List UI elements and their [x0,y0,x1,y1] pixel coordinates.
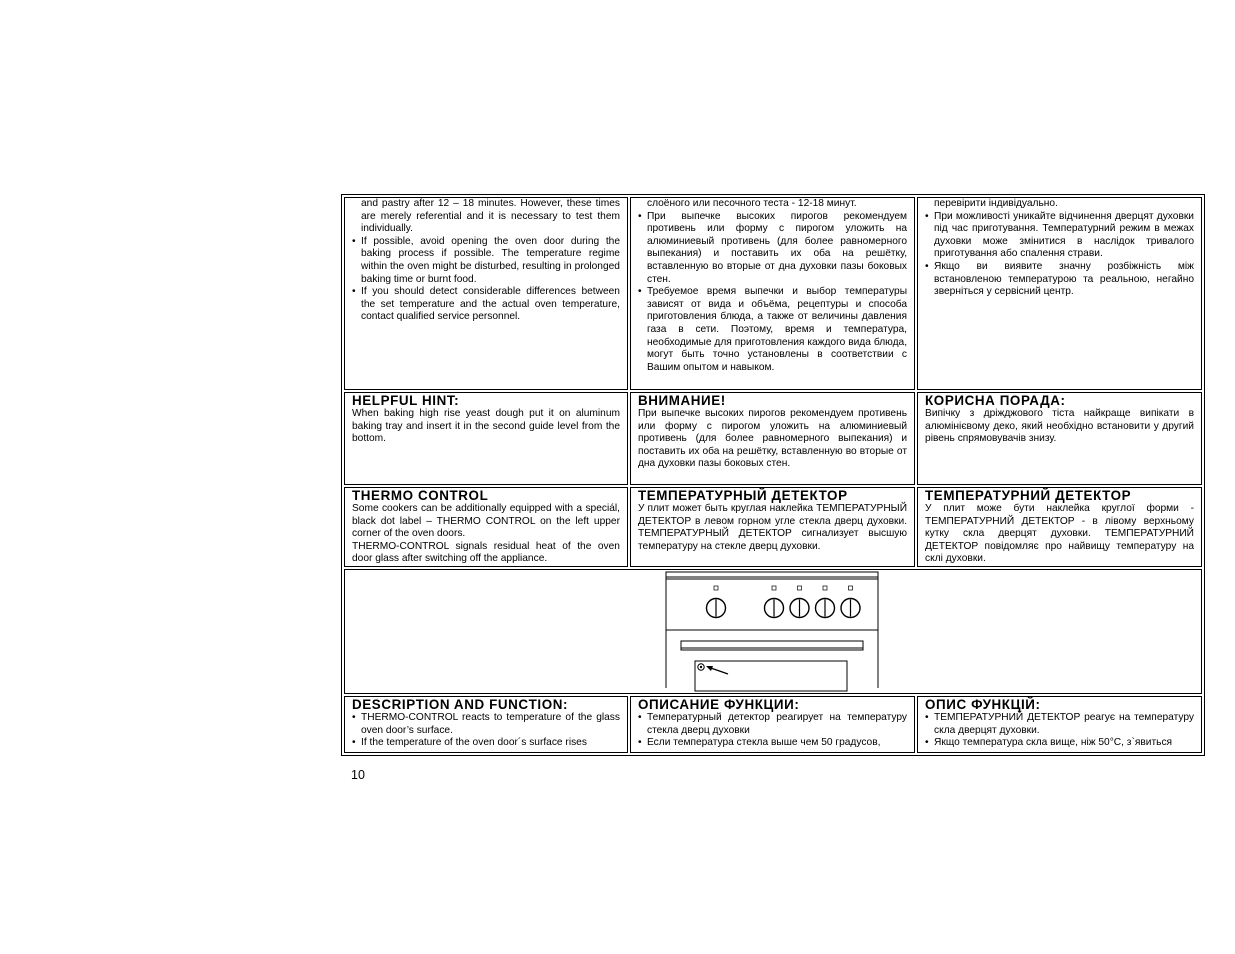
cell-ru [630,487,915,567]
paragraph: При выпечке высоких пирогов рекомендуем противень или форму с пирогом уложить на алюминиевый противень (для более равномерного выпекания) и поставить их оба на решётку, вставленную во вторые от дна духовки пазы боковых стен. [637,408,908,470]
section-heading: DESCRIPTION AND FUNCTION: [352,697,569,712]
table-row [344,197,1202,390]
cell-en [344,487,628,567]
cell-en [344,392,628,485]
knob-icon [816,586,835,618]
cooktop-edge [666,572,878,579]
bullet-list [925,198,1194,299]
bullet-list [638,712,907,750]
arrow-icon [706,666,728,674]
section-heading: HELPFUL HINT: [352,393,460,408]
thermo-control-label [698,664,704,670]
section-heading: THERMO CONTROL [352,488,489,503]
cell-ru [630,392,915,485]
oven-door-glass [695,661,847,691]
knob-icon [790,586,809,618]
paragraph: Випічку з дріжджового тіста найкраще випікати в алюмінієвому деко, який необхідно встановити у другий рівень спрямовувачів знизу. [925,408,1194,445]
bullet-list [925,712,1194,750]
knob-icon [841,586,860,618]
cell-uk [917,696,1202,753]
list-item: and pastry after 12 – 18 minutes. However, these times are merely referential and it is necessary to test them individually. [361,198,620,235]
cell-uk [917,197,1202,390]
section-heading: ТЕМПЕРАТУРНЫЙ ДЕТЕКТОР [637,488,848,503]
table-row [344,696,1202,753]
section-heading: ТЕМПЕРАТУРНИЙ ДЕТЕКТОР [925,488,1132,503]
bullet-list [638,198,907,374]
knob-group [707,586,861,618]
list-item: слоёного или песочного теста - 12-18 минут. [646,198,857,209]
list-item: • If you should detect considerable differences between the set temperature and the actual oven temperature, contact qualified service personnel. [352,286,620,324]
oven-handle [681,641,863,650]
knob-icon [707,586,726,618]
cell-uk [917,392,1202,485]
figure-cell [344,569,1202,694]
section-heading: ОПИС ФУНКЦІЙ: [925,697,1041,712]
bullet-list [352,712,620,750]
table-row [344,392,1202,485]
cell-en [344,197,628,390]
paragraph: У плит може бути наклейка круглої форми - ТЕМПЕРАТУРНИЙ ДЕТЕКТОР - в лівому верхньому кутку скла дверцят духовки. ТЕМПЕРАТУРНИЙ ДЕТЕКТОР повідомляє про найвищу температуру на склі духовки. [925,503,1194,565]
list-item: • Якщо ви виявите значну розбіжність між встановленою температурою та реальною, негайно зверніться у сервісний центр. [925,261,1194,299]
cell-uk [917,487,1202,567]
list-item: • Якщо температура скла вище, ніж 50°С, з`явиться [925,737,1194,750]
cell-ru [630,696,915,753]
list-item: • При выпечке высоких пирогов рекомендуем противень или форму с пирогом уложить на алюминиевый противень (для более равномерного выпекания) и поставить их оба на решётку, вставленную во вторые от дна духовки пазы боковых стен. [638,211,907,287]
list-item: перевірити індивідуально. [934,198,1058,209]
list-item: • ТЕМПЕРАТУРНИЙ ДЕТЕКТОР реагує на температуру скла дверцят духовки. [925,712,1194,737]
list-item: • Температурный детектор реагирует на температуру стекла дверц духовки [638,712,907,737]
bullet-list [352,198,620,324]
paragraph: Some cookers can be additionally equipped with a speciál, black dot label – THERMO CONTROL on the left upper corner of the oven doors. [352,503,620,540]
list-item: • Если температура стекла выше чем 50 градусов, [638,737,907,750]
list-item: • Требуемое время выпечки и выбор температуры зависят от вида и объёма, рецептуры и способа приготовления блюда, а также от величины давления газа в сети. Поэтому, время и температура, необходимые для приготовления каждого вида блюда, могут быть точно установлены в соответствии с Вашим опытом и навыком. [638,286,907,374]
list-item: • THERMO-CONTROL reacts to temperature of the glass oven door’s surface. [352,712,620,737]
cell-ru [630,197,915,390]
section-heading: КОРИСНА ПОРАДА: [925,393,1066,408]
list-item: • При можливості уникайте відчинення дверцят духовки під час приготування. Температурний режим в межах духовки може змінитися в наслідок тривалого приготування або спалення страви. [925,211,1194,261]
list-item: • If possible, avoid opening the oven door during the baking process if possible. The temperature regime within the oven might be disturbed, resulting in prolonged baking time or burnt food. [352,236,620,286]
manual-table [341,194,1205,756]
table-row [344,487,1202,567]
list-item: • If the temperature of the oven door´s surface rises [352,737,620,750]
table-row [344,569,1202,694]
paragraph: У плит может быть круглая наклейка ТЕМПЕРАТУРНЫЙ ДЕТЕКТОР в левом горном угле стекла дверц духовки. ТЕМПЕРАТУРНЫЙ ДЕТЕКТОР сигнализует высшую температуру на стекле дверц духовки. [637,503,908,552]
section-heading: ОПИСАНИЕ ФУНКЦИИ: [637,697,800,712]
paragraph: THERMO-CONTROL signals residual heat of the oven door glass after switching off the appliance. [352,540,620,565]
page-number: 10 [351,768,365,782]
section-heading: ВНИМАНИЕ! [637,393,726,408]
paragraph: When baking high rise yeast dough put it on aluminum baking tray and insert it in the second guide level from the bottom. [352,408,620,445]
oven-illustration [664,570,882,693]
cell-en [344,696,628,753]
knob-icon [765,586,784,618]
